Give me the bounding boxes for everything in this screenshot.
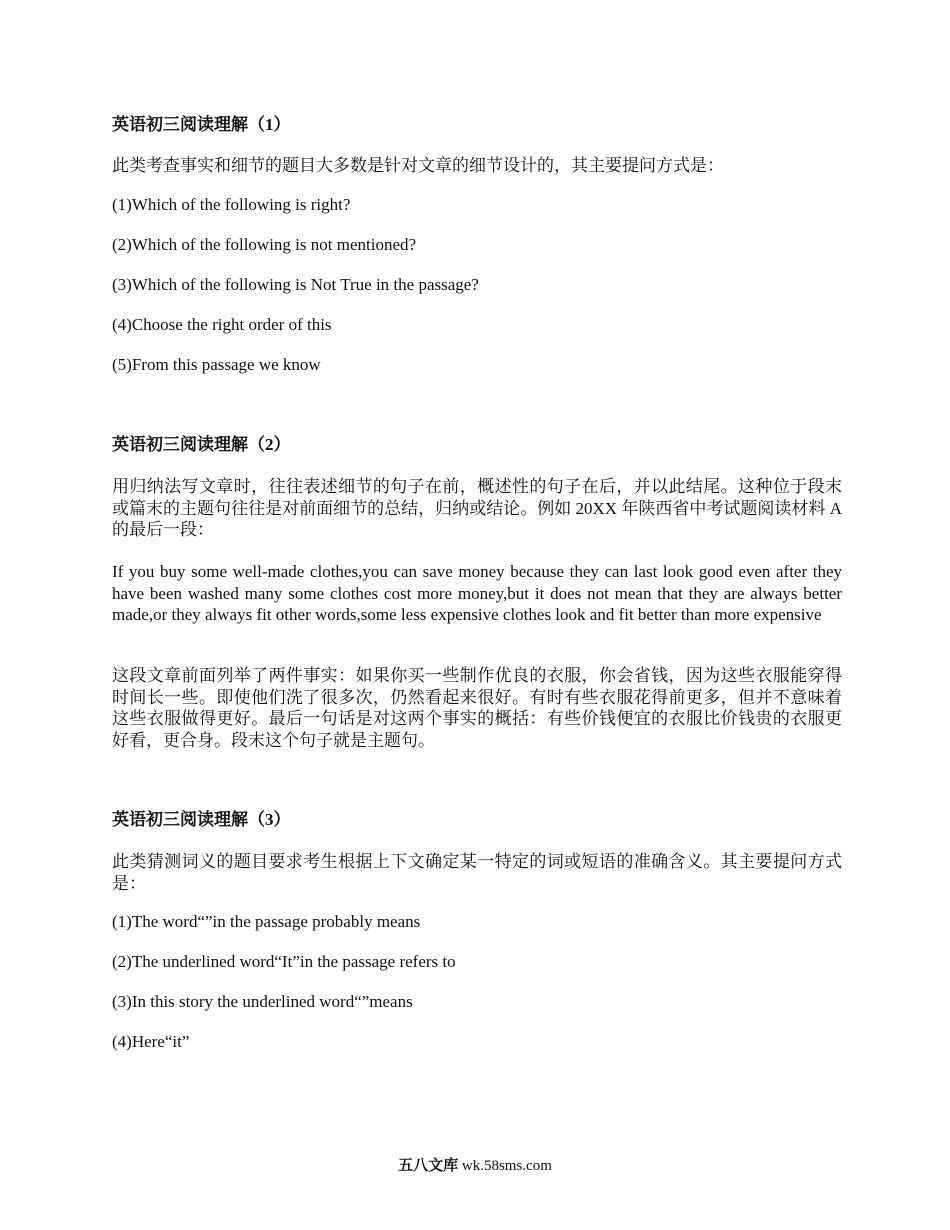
section-1-title: 英语初三阅读理解（1）	[112, 115, 291, 134]
section-3-title: 英语初三阅读理解（3）	[112, 810, 291, 829]
section-1-question-5: (5)From this passage we know	[112, 355, 321, 374]
section-1-question-2: (2)Which of the following is not mentioned?	[112, 235, 417, 254]
section-3-question-2: (2)The underlined word“It”in the passage refers to	[112, 952, 456, 971]
section-1-intro: 此类考查事实和细节的题目大多数是针对文章的细节设计的，其主要提问方式是：	[112, 156, 724, 175]
page-footer	[0, 1156, 950, 1176]
document-page	[112, 0, 842, 1230]
section-2-intro: 用归纳法写文章时，往往表述细节的句子在前，概述性的句子在后，并以此结尾。这种位于段末或篇末的主题句往往是对前面细节的总结，归纳或结论。例如 20XX 年陕西省中考试题阅读材料 A 的最后一段：	[112, 477, 842, 539]
section-2-title: 英语初三阅读理解（2）	[112, 435, 291, 454]
section-2-explanation: 这段文章前面列举了两件事实：如果你买一些制作优良的衣服，你会省钱，因为这些衣服能穿得时间长一些。即使他们洗了很多次，仍然看起来很好。有时有些衣服花得前更多，但并不意味着这些衣服做得更好。最后一句话是对这两个事实的概括：有些价钱便宜的衣服比价钱贵的衣服更好看，更合身。段末这个句子就是主题句。	[112, 666, 842, 750]
section-3-question-4: (4)Here“it”	[112, 1032, 190, 1051]
section-3-intro: 此类猜测词义的题目要求考生根据上下文确定某一特定的词或短语的准确含义。其主要提问方式是：	[112, 852, 842, 893]
section-3-question-3: (3)In this story the underlined word“”means	[112, 992, 413, 1011]
footer-brand: 五八文库	[398, 1158, 459, 1174]
section-3-question-1: (1)The word“”in the passage probably means	[112, 912, 421, 931]
section-1-question-1: (1)Which of the following is right?	[112, 195, 351, 214]
footer-site-link[interactable]: wk.58sms.com	[461, 1158, 552, 1174]
section-1-question-3: (3)Which of the following is Not True in the passage?	[112, 275, 479, 294]
section-1-question-4: (4)Choose the right order of this	[112, 315, 332, 334]
section-2-english-passage: If you buy some well-made clothes,you can save money because they can last look good even after they have been washed many some clothes cost more money,but it does not mean that they are always better made,or they always fit other words,some less expensive clothes look and fit better than more expensive	[112, 562, 842, 624]
